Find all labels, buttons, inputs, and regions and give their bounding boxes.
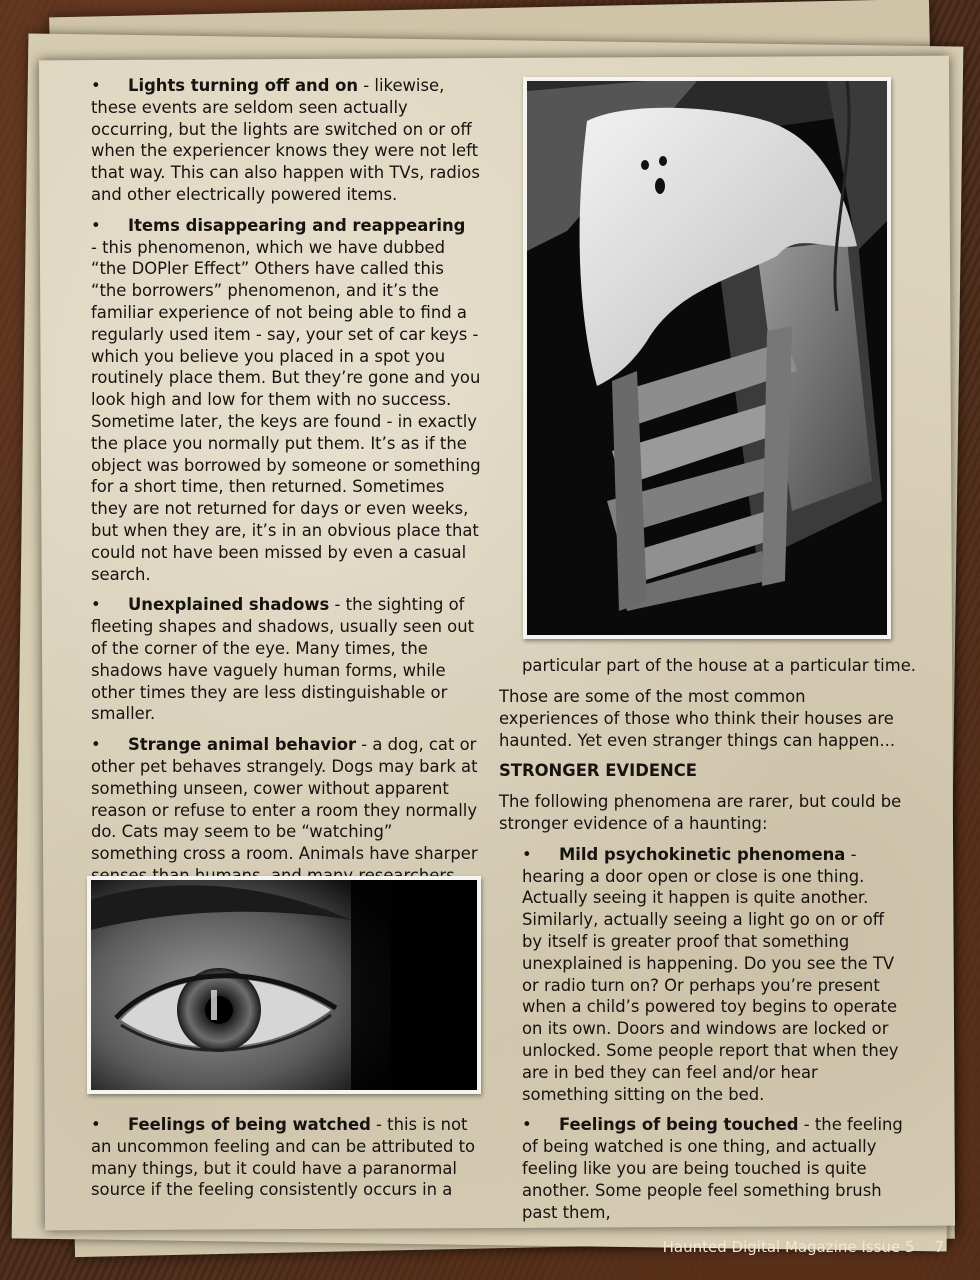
- bullet-body: - this is not an uncommon feeling and can be attributed to many things, but it could have a paranormal source if the feeling consistently occurs in a: [91, 1115, 476, 1200]
- page-footer: [643, 1238, 944, 1256]
- bullet-body: - hearing a door open or close is one thing. Actually seeing it happen is quite another. Similarly, actually seeing a light go on or off by itself is greater proof that something unexplained is happening. Do you see the TV or radio turn on? Or perhaps you’re present when a child’s powered toy begins to operate on its own. Doors and windows are locked or unlocked. Some people report that when they are in bed they can feel and/or hear something sitting on the bed.: [522, 844, 899, 1104]
- bullet-marker: •: [91, 735, 101, 755]
- page-number: 7: [934, 1238, 944, 1256]
- bullet-marker: •: [522, 844, 532, 864]
- bullet-items: [91, 215, 483, 586]
- bullet-marker: •: [522, 1115, 532, 1135]
- bullet-heading: Feelings of being touched: [559, 1115, 799, 1135]
- magazine-title: Haunted Digital Magazine Issue 5: [662, 1238, 915, 1256]
- bullet-heading: Lights turning off and on: [128, 76, 359, 95]
- eye-photo: [87, 876, 481, 1094]
- lead-paragraph: The following phenomena are rarer, but could be stronger evidence of a haunting:: [499, 792, 902, 833]
- attic-ghost-illustration: [527, 81, 887, 635]
- bullet-heading: Mild psychokinetic phenomena: [559, 844, 846, 864]
- bullet-marker: •: [91, 76, 101, 95]
- bullet-heading: Feelings of being watched: [128, 1115, 371, 1134]
- section-heading: STRONGER EVIDENCE: [499, 761, 697, 781]
- bullet-marker: •: [91, 215, 101, 235]
- bullet-body: - likewise, these events are seldom seen actually occurring, but the lights are switched on or off when the experiencer knows they were not left that way. This can also happen with TVs, radios and other electrically powered items.: [91, 76, 480, 204]
- bullet-lights: [91, 75, 483, 206]
- bullet-watched: [91, 1114, 483, 1201]
- right-column: [499, 686, 904, 1232]
- bullet-heading: Items disappearing and reappearing: [128, 215, 466, 235]
- bullet-body: - this phenomenon, which we have dubbed “the DOPler Effect” Others have called this “the borrowers” phenomenon, and it’s the familiar experience of not being able to find a regularly used item - say, your set of car keys - which you believe you placed in a spot you routinely place them. But they’re gone and you look high and low for them with no success. Sometime later, the keys are found - in exactly the place you normally put them. It’s as if the object was borrowed by someone or something for a short time, then returned. Sometimes they are not returned for days or even weeks, but when they are, it’s in an obvious place that could not have been missed by even a casual search.: [91, 237, 481, 584]
- bullet-shadows: [91, 594, 483, 725]
- continued-text: particular part of the house at a particular time.: [522, 656, 916, 675]
- bullet-marker: •: [91, 1115, 101, 1134]
- intro-paragraph: Those are some of the most common experiences of those who think their houses are haunted. Yet even stranger things can happen...: [499, 687, 896, 750]
- bullet-heading: Strange animal behavior: [128, 735, 357, 755]
- bullet-body: - the sighting of fleeting shapes and shadows, usually seen out of the corner of the eye. Many times, the shadows have vaguely human forms, while other times they are less distinguishable or smaller.: [91, 595, 475, 724]
- bullet-marker: •: [91, 595, 101, 615]
- bullet-body: - the feeling of being watched is one thing, and actually feeling like you are being touched is quite another. Some people feel something brush past them,: [522, 1115, 903, 1222]
- bullet-heading: Unexplained shadows: [128, 595, 330, 615]
- bullet-body: - a dog, cat or other pet behaves strangely. Dogs may bark at something unseen, cower without apparent reason or refuse to enter a room they normally do. Cats may seem to be “watching” something cross a room. Animals have sharper: [91, 735, 478, 864]
- attic-ghost-photo: [523, 77, 891, 639]
- left-column: [91, 75, 483, 939]
- bullet-touched: [522, 1114, 904, 1223]
- bullet-psychokinetic: [522, 844, 904, 1106]
- eye-illustration: [91, 880, 477, 1090]
